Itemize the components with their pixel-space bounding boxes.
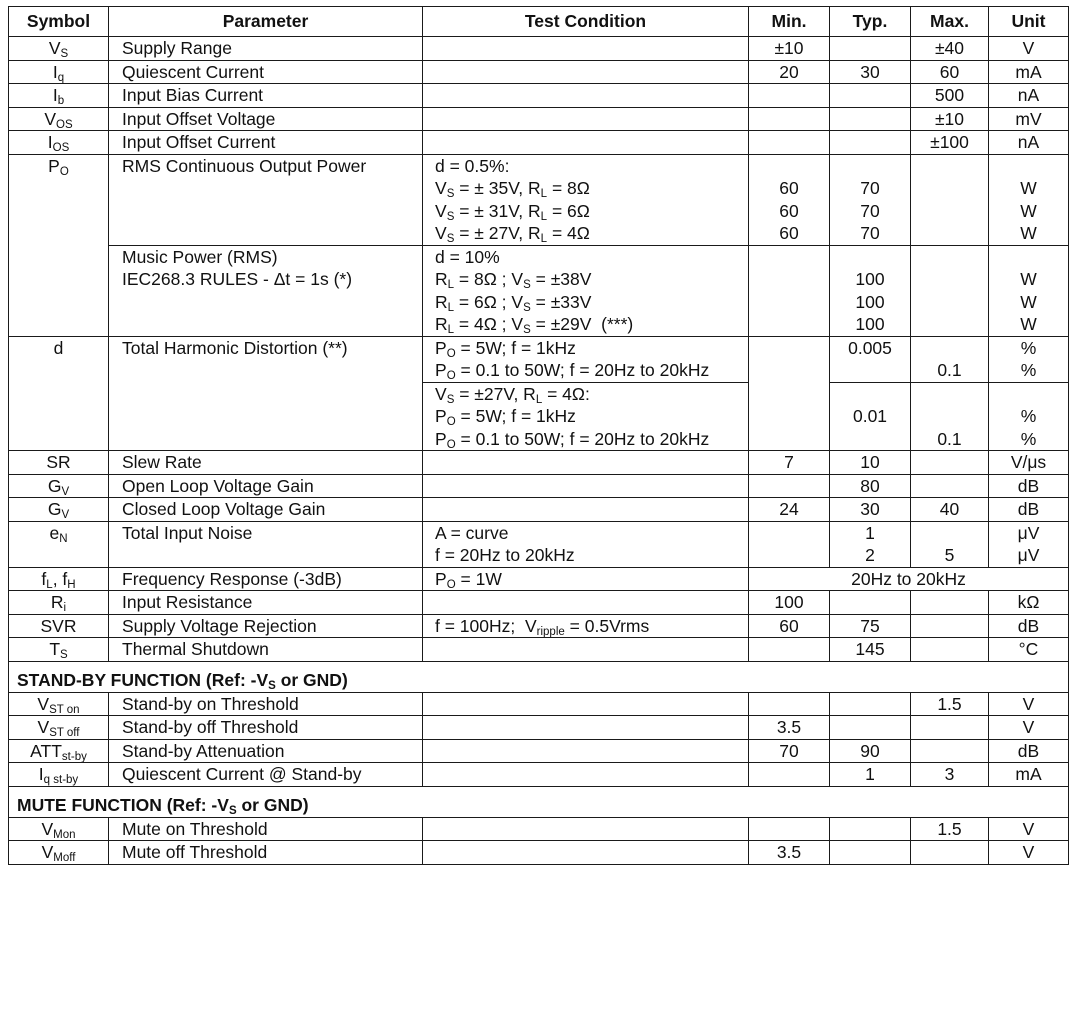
- min-cell: [749, 763, 830, 787]
- symbol-cell: $ATT_{st-by}$: [9, 739, 109, 763]
- min-cell: [749, 692, 830, 716]
- typ-cell: 0.01: [830, 382, 911, 451]
- condition-cell: $V_S = \pm 27V$, $R_L = 4\Omega$: $P_O = 5W$; f = 1kHz $P_O = 0.1$ to 50W; f = 20Hz to 20kHz: [423, 382, 749, 451]
- condition-cell: [423, 763, 749, 787]
- unit-cell: V: [989, 817, 1069, 841]
- min-cell: 70: [749, 739, 830, 763]
- table-row: [9, 37, 1069, 61]
- table-row: [9, 739, 1069, 763]
- typ-cell: 90: [830, 739, 911, 763]
- section-header-mute: [9, 786, 1069, 817]
- max-cell: 3: [911, 763, 989, 787]
- section-header-standby: [9, 661, 1069, 692]
- table-row: [9, 474, 1069, 498]
- parameter-cell: Supply Range: [109, 37, 423, 61]
- min-cell: [749, 107, 830, 131]
- table-row: [9, 763, 1069, 787]
- typ-cell: [830, 131, 911, 155]
- typ-cell: [830, 37, 911, 61]
- table-row: [9, 451, 1069, 475]
- frequency-range-cell: 20Hz to 20kHz: [749, 567, 1069, 591]
- min-cell: [749, 84, 830, 108]
- max-cell: [911, 739, 989, 763]
- max-cell: [911, 245, 989, 336]
- condition-cell: [423, 739, 749, 763]
- section-title: STAND-BY FUNCTION (Ref: $-V_S$ or GND): [9, 661, 1069, 692]
- max-cell: [911, 716, 989, 740]
- max-cell: 1.5: [911, 692, 989, 716]
- unit-cell: V: [989, 716, 1069, 740]
- unit-cell: W W W: [989, 154, 1069, 245]
- parameter-cell: Input Offset Current: [109, 131, 423, 155]
- unit-cell: mA: [989, 763, 1069, 787]
- table-row: [9, 382, 1069, 451]
- max-cell: 0.1: [911, 382, 989, 451]
- max-cell: 0.1: [911, 336, 989, 382]
- condition-cell: [423, 638, 749, 662]
- table-row: [9, 638, 1069, 662]
- condition-cell: [423, 451, 749, 475]
- symbol-cell: $I_{q st-by}$: [9, 763, 109, 787]
- unit-cell: V: [989, 692, 1069, 716]
- table-row: [9, 131, 1069, 155]
- unit-cell: V/μs: [989, 451, 1069, 475]
- unit-cell: dB: [989, 474, 1069, 498]
- symbol-cell: d: [9, 336, 109, 382]
- parameter-cell: Stand-by Attenuation: [109, 739, 423, 763]
- symbol-cell: $V_S$: [9, 37, 109, 61]
- symbol-cell: SR: [9, 451, 109, 475]
- header-parameter: Parameter: [109, 7, 423, 37]
- max-cell: 500: [911, 84, 989, 108]
- header-test-condition: Test Condition: [423, 7, 749, 37]
- symbol-cell: [9, 245, 109, 336]
- condition-cell: $P_O = 5W$; f = 1kHz $P_O = 0.1$ to 50W; f = 20Hz to 20kHz: [423, 336, 749, 382]
- max-cell: ±10: [911, 107, 989, 131]
- parameter-cell: [109, 382, 423, 451]
- unit-cell: W W W: [989, 245, 1069, 336]
- typ-cell: 1 2: [830, 521, 911, 567]
- unit-cell: dB: [989, 614, 1069, 638]
- unit-cell: dB: [989, 498, 1069, 522]
- symbol-cell: $I_{OS}$: [9, 131, 109, 155]
- parameter-cell: Stand-by off Threshold: [109, 716, 423, 740]
- table-row: [9, 841, 1069, 865]
- min-cell: [749, 131, 830, 155]
- parameter-cell: Input Resistance: [109, 591, 423, 615]
- header-unit: Unit: [989, 7, 1069, 37]
- header-symbol: Symbol: [9, 7, 109, 37]
- typ-cell: 1: [830, 763, 911, 787]
- unit-cell: V: [989, 841, 1069, 865]
- typ-cell: [830, 716, 911, 740]
- symbol-cell: $I_q$: [9, 60, 109, 84]
- table-row: [9, 245, 1069, 336]
- electrical-characteristics-table: [8, 6, 1069, 865]
- symbol-cell: $V_{Moff}$: [9, 841, 109, 865]
- min-cell: [749, 521, 830, 567]
- parameter-cell: Input Offset Voltage: [109, 107, 423, 131]
- min-cell: [749, 474, 830, 498]
- symbol-cell: $T_S$: [9, 638, 109, 662]
- min-cell: [749, 336, 830, 382]
- parameter-cell: Music Power (RMS) IEC268.3 RULES - Δt = 1s (*): [109, 245, 423, 336]
- parameter-cell: Supply Voltage Rejection: [109, 614, 423, 638]
- max-cell: 60: [911, 60, 989, 84]
- table-row: [9, 154, 1069, 245]
- min-cell: 3.5: [749, 716, 830, 740]
- unit-cell: nA: [989, 131, 1069, 155]
- min-cell: [749, 245, 830, 336]
- parameter-cell: Frequency Response (-3dB): [109, 567, 423, 591]
- header-row: [9, 7, 1069, 37]
- max-cell: [911, 614, 989, 638]
- max-cell: [911, 451, 989, 475]
- condition-cell: [423, 716, 749, 740]
- condition-cell: [423, 84, 749, 108]
- typ-cell: 75: [830, 614, 911, 638]
- parameter-cell: Closed Loop Voltage Gain: [109, 498, 423, 522]
- symbol-cell: SVR: [9, 614, 109, 638]
- max-cell: [911, 591, 989, 615]
- min-cell: 24: [749, 498, 830, 522]
- table-row: [9, 498, 1069, 522]
- typ-cell: [830, 841, 911, 865]
- parameter-cell: Input Bias Current: [109, 84, 423, 108]
- symbol-cell: $G_V$: [9, 474, 109, 498]
- symbol-cell: $f_L$, $f_H$: [9, 567, 109, 591]
- typ-cell: 70 70 70: [830, 154, 911, 245]
- unit-cell: % %: [989, 382, 1069, 451]
- condition-cell: d = 0.5%: $V_S$ = ± 35V, $R_L = 8\Omega$ $V_S$ = ± 31V, $R_L = 6\Omega$ $V_S$ = ± 27V, $R_L = 4\Omega$: [423, 154, 749, 245]
- parameter-cell: Slew Rate: [109, 451, 423, 475]
- symbol-cell: $V_{ST on}$: [9, 692, 109, 716]
- typ-cell: 100 100 100: [830, 245, 911, 336]
- condition-cell: d = 10% $R_L = 8\Omega$ ; $V_S = \pm 38V$ $R_L = 6\Omega$ ; $V_S = \pm 33V$ $R_L = 4\Omega$ ; $V_S = \pm 29V$ (***): [423, 245, 749, 336]
- symbol-cell: $V_{Mon}$: [9, 817, 109, 841]
- condition-cell: [423, 37, 749, 61]
- condition-cell: [423, 60, 749, 84]
- max-cell: [911, 638, 989, 662]
- symbol-cell: [9, 382, 109, 451]
- table-row: [9, 614, 1069, 638]
- symbol-cell: $I_b$: [9, 84, 109, 108]
- condition-cell: [423, 841, 749, 865]
- condition-cell: f = 100Hz; $V_{ripple}$ = 0.5Vrms: [423, 614, 749, 638]
- symbol-cell: $P_O$: [9, 154, 109, 245]
- min-cell: [749, 817, 830, 841]
- max-cell: ±100: [911, 131, 989, 155]
- typ-cell: [830, 84, 911, 108]
- unit-cell: kΩ: [989, 591, 1069, 615]
- typ-cell: 0.005: [830, 336, 911, 382]
- parameter-cell: Mute on Threshold: [109, 817, 423, 841]
- min-cell: 100: [749, 591, 830, 615]
- typ-cell: 30: [830, 498, 911, 522]
- condition-cell: [423, 131, 749, 155]
- max-cell: 40: [911, 498, 989, 522]
- header-typ: Typ.: [830, 7, 911, 37]
- unit-cell: dB: [989, 739, 1069, 763]
- table-row: [9, 60, 1069, 84]
- unit-cell: mA: [989, 60, 1069, 84]
- unit-cell: V: [989, 37, 1069, 61]
- max-cell: ±40: [911, 37, 989, 61]
- min-cell: 20: [749, 60, 830, 84]
- table-row: [9, 591, 1069, 615]
- table-row: [9, 84, 1069, 108]
- condition-cell: $P_O = 1W$: [423, 567, 749, 591]
- min-cell: 60: [749, 614, 830, 638]
- min-cell: [749, 638, 830, 662]
- min-cell: 7: [749, 451, 830, 475]
- symbol-cell: $G_V$: [9, 498, 109, 522]
- parameter-cell: Mute off Threshold: [109, 841, 423, 865]
- typ-cell: 30: [830, 60, 911, 84]
- condition-cell: [423, 692, 749, 716]
- max-cell: [911, 841, 989, 865]
- max-cell: [911, 154, 989, 245]
- condition-cell: [423, 591, 749, 615]
- typ-cell: [830, 591, 911, 615]
- symbol-cell: $R_i$: [9, 591, 109, 615]
- parameter-cell: RMS Continuous Output Power: [109, 154, 423, 245]
- symbol-cell: $V_{ST off}$: [9, 716, 109, 740]
- table-row: [9, 521, 1069, 567]
- typ-cell: [830, 817, 911, 841]
- table-row: [9, 716, 1069, 740]
- condition-cell: [423, 474, 749, 498]
- parameter-cell: Open Loop Voltage Gain: [109, 474, 423, 498]
- max-cell: [911, 474, 989, 498]
- header-min: Min.: [749, 7, 830, 37]
- table-row: [9, 817, 1069, 841]
- unit-cell: mV: [989, 107, 1069, 131]
- header-max: Max.: [911, 7, 989, 37]
- parameter-cell: Quiescent Current @ Stand-by: [109, 763, 423, 787]
- min-cell: [749, 382, 830, 451]
- table-row: [9, 336, 1069, 382]
- typ-cell: 80: [830, 474, 911, 498]
- max-cell: 5: [911, 521, 989, 567]
- min-cell: 60 60 60: [749, 154, 830, 245]
- parameter-cell: Total Input Noise: [109, 521, 423, 567]
- section-title: MUTE FUNCTION (Ref: $-V_S$ or GND): [9, 786, 1069, 817]
- parameter-cell: Thermal Shutdown: [109, 638, 423, 662]
- symbol-cell: $V_{OS}$: [9, 107, 109, 131]
- table-row: [9, 692, 1069, 716]
- typ-cell: 145: [830, 638, 911, 662]
- unit-cell: nA: [989, 84, 1069, 108]
- typ-cell: [830, 107, 911, 131]
- condition-cell: [423, 817, 749, 841]
- parameter-cell: Quiescent Current: [109, 60, 423, 84]
- unit-cell: % %: [989, 336, 1069, 382]
- table-row: [9, 567, 1069, 591]
- condition-cell: [423, 107, 749, 131]
- unit-cell: °C: [989, 638, 1069, 662]
- parameter-cell: Stand-by on Threshold: [109, 692, 423, 716]
- unit-cell: μV μV: [989, 521, 1069, 567]
- typ-cell: [830, 692, 911, 716]
- table-row: [9, 107, 1069, 131]
- min-cell: ±10: [749, 37, 830, 61]
- max-cell: 1.5: [911, 817, 989, 841]
- symbol-cell: $e_N$: [9, 521, 109, 567]
- condition-cell: A = curve f = 20Hz to 20kHz: [423, 521, 749, 567]
- condition-cell: [423, 498, 749, 522]
- parameter-cell: Total Harmonic Distortion (**): [109, 336, 423, 382]
- typ-cell: 10: [830, 451, 911, 475]
- min-cell: 3.5: [749, 841, 830, 865]
